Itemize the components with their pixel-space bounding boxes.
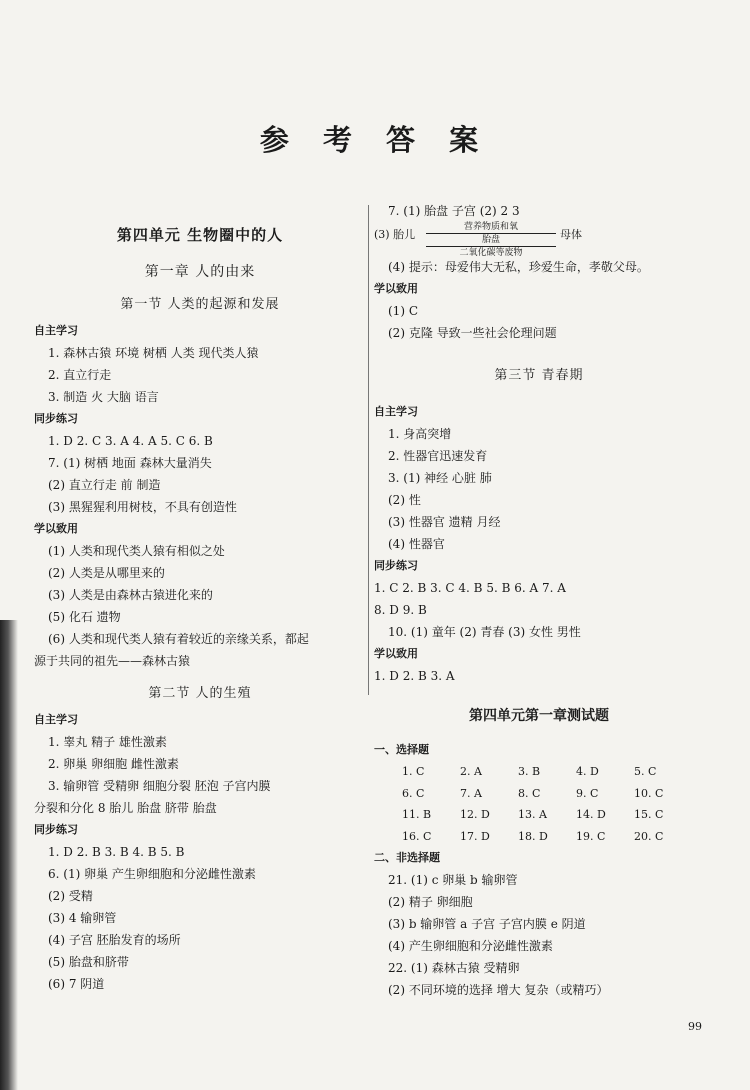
- answer-line: (2) 直立行走 前 制造: [48, 478, 161, 492]
- scan-shadow: [0, 620, 18, 1090]
- mc-row: [374, 783, 704, 805]
- answer-line: 3. 制造 火 大脑 语言: [48, 390, 159, 404]
- diagram-arrows: [426, 222, 556, 258]
- answer-line: (4) 性器官: [388, 537, 445, 551]
- mc-row: [374, 804, 704, 826]
- answer-line: (4) 提示：母爱伟大无私，珍爱生命，孝敬父母。: [388, 260, 649, 274]
- answer-line: 21. (1) c 卵巢 b 输卵管: [388, 873, 518, 887]
- answer-line: (6) 人类和现代类人猿有着较近的亲缘关系，都起: [48, 632, 309, 646]
- mc-answer: 4. D: [576, 765, 599, 778]
- mc-answer: 17. D: [460, 829, 490, 843]
- exchange-diagram: [374, 222, 704, 258]
- answer-line: (2) 精子 卵细胞: [388, 895, 473, 909]
- diagram-mother: 母体: [560, 228, 582, 241]
- answer-line: 2. 卵巢 卵细胞 雌性激素: [48, 757, 179, 771]
- section-2-heading: 第二节 人的生殖: [148, 686, 252, 701]
- chapter-heading: 第一章 人的由来: [144, 264, 256, 280]
- arrow-label-bottom: 二氧化碳等废物: [459, 248, 523, 258]
- mc-answer: 3. B: [518, 765, 541, 778]
- section-1-heading: 第一节 人类的起源和发展: [120, 297, 280, 312]
- answer-line: (3) 人类是由森林古猿进化来的: [48, 588, 213, 602]
- right-column: [374, 200, 704, 1001]
- mc-answer: 10. C: [634, 786, 664, 800]
- answer-line: 1. C 2. B 3. C 4. B 5. B 6. A 7. A: [374, 581, 566, 595]
- section-label: 同步练习: [374, 559, 418, 572]
- mc-answer: 9. C: [576, 786, 599, 800]
- mc-answer: 18. D: [518, 829, 548, 843]
- section-label: 学以致用: [34, 522, 78, 535]
- section-3-heading: 第三节 青春期: [494, 368, 584, 383]
- answer-line: 22. (1) 森林古猿 受精卵: [388, 961, 520, 975]
- answer-line: 3. (1) 神经 心脏 肺: [388, 471, 492, 485]
- answer-line: 7. (1) 树栖 地面 森林大量消失: [48, 456, 212, 470]
- answer-line: 1. 森林古猿 环境 树栖 人类 现代类人猿: [48, 346, 259, 360]
- section-label: 自主学习: [374, 405, 418, 418]
- page-title: 参 考 答 案: [259, 123, 491, 157]
- mc-answer: 16. C: [402, 829, 432, 843]
- mc-answer: 6. C: [402, 786, 425, 800]
- answer-line: (2) 性: [388, 493, 421, 507]
- mc-answer: 8. C: [518, 786, 541, 800]
- answer-line: 1. 睾丸 精子 雄性激素: [48, 735, 167, 749]
- section-label: 自主学习: [34, 324, 78, 337]
- page-number: 99: [688, 1020, 702, 1033]
- answer-line: 1. D 2. B 3. A: [374, 669, 455, 683]
- answer-line: (4) 产生卵细胞和分泌雌性激素: [388, 939, 553, 953]
- test-heading: 第四单元第一章测试题: [469, 708, 609, 724]
- answer-line: (3) b 输卵管 a 子宫 子宫内膜 e 阴道: [388, 917, 586, 931]
- answer-line: 分裂和分化 8 胎儿 胎盘 脐带 胎盘: [34, 801, 217, 815]
- answer-line: 1. D 2. C 3. A 4. A 5. C 6. B: [48, 434, 213, 448]
- part-label: 二、非选择题: [374, 851, 440, 864]
- diagram-fetus: (3) 胎儿: [374, 228, 416, 241]
- answer-line: (3) 黑猩猩利用树枝，不具有创造性: [48, 500, 237, 514]
- answer-line: 3. 输卵管 受精卵 细胞分裂 胚泡 子宫内膜: [48, 779, 271, 793]
- mc-answer: 2. A: [460, 765, 482, 778]
- answer-line: (4) 子宫 胚胎发育的场所: [48, 933, 181, 947]
- mc-answer: 13. A: [518, 808, 547, 821]
- answer-line: (3) 4 输卵管: [48, 911, 117, 925]
- answer-line: (1) 人类和现代类人猿有相似之处: [48, 544, 225, 558]
- section-label: 学以致用: [374, 282, 418, 295]
- section-label: 学以致用: [374, 647, 418, 660]
- answer-line: 7. (1) 胎盘 子宫 (2) 2 3: [388, 204, 520, 218]
- answer-line: 2. 性器官迅速发育: [388, 449, 488, 463]
- section-label: 自主学习: [34, 713, 78, 726]
- answer-line: (2) 人类是从哪里来的: [48, 566, 165, 580]
- answer-line: 10. (1) 童年 (2) 青春 (3) 女性 男性: [388, 625, 581, 639]
- section-label: 同步练习: [34, 823, 78, 836]
- answer-line: (3) 性器官 遗精 月经: [388, 515, 501, 529]
- answer-line: 1. 身高突增: [388, 427, 452, 441]
- answer-line: 6. (1) 卵巢 产生卵细胞和分泌雌性激素: [48, 867, 256, 881]
- mc-answer: 12. D: [460, 808, 490, 821]
- right-arrow: [426, 246, 556, 247]
- left-column: [34, 200, 366, 995]
- answer-line: 源于共同的祖先——森林古猿: [34, 654, 191, 668]
- answer-line: (1) C: [388, 304, 418, 318]
- answer-line: 2. 直立行走: [48, 368, 112, 382]
- mc-answer: 7. A: [460, 786, 482, 800]
- mc-answer: 5. C: [634, 765, 657, 778]
- column-divider: [368, 205, 369, 695]
- mc-answer: 15. C: [634, 808, 664, 821]
- mc-row: [374, 761, 704, 783]
- part-label: 一、选择题: [374, 743, 429, 756]
- mc-answer: 1. C: [402, 765, 425, 778]
- answer-line: 1. D 2. B 3. B 4. B 5. B: [48, 845, 185, 859]
- answer-line: (2) 克隆 导致一些社会伦理问题: [388, 326, 557, 340]
- mc-answer: 20. C: [634, 829, 664, 843]
- answer-line: (6) 7 阴道: [48, 977, 105, 991]
- diagram-placenta: 胎盘: [481, 235, 500, 245]
- mc-answer: 14. D: [576, 808, 606, 821]
- answer-line: (2) 不同环境的选择 增大 复杂（或精巧）: [388, 983, 609, 997]
- mc-answer: 19. C: [576, 829, 606, 843]
- answer-line: (2) 受精: [48, 889, 93, 903]
- answer-line: 8. D 9. B: [374, 603, 427, 617]
- left-arrow: [426, 233, 556, 234]
- section-label: 同步练习: [34, 412, 78, 425]
- mc-row: [374, 826, 704, 848]
- answer-line: (5) 胎盘和脐带: [48, 955, 129, 969]
- mc-answer: 11. B: [402, 808, 432, 821]
- arrow-label-top: 营养物质和氧: [463, 222, 518, 232]
- unit-heading: 第四单元 生物圈中的人: [116, 226, 284, 244]
- answer-line: (5) 化石 遗物: [48, 610, 121, 624]
